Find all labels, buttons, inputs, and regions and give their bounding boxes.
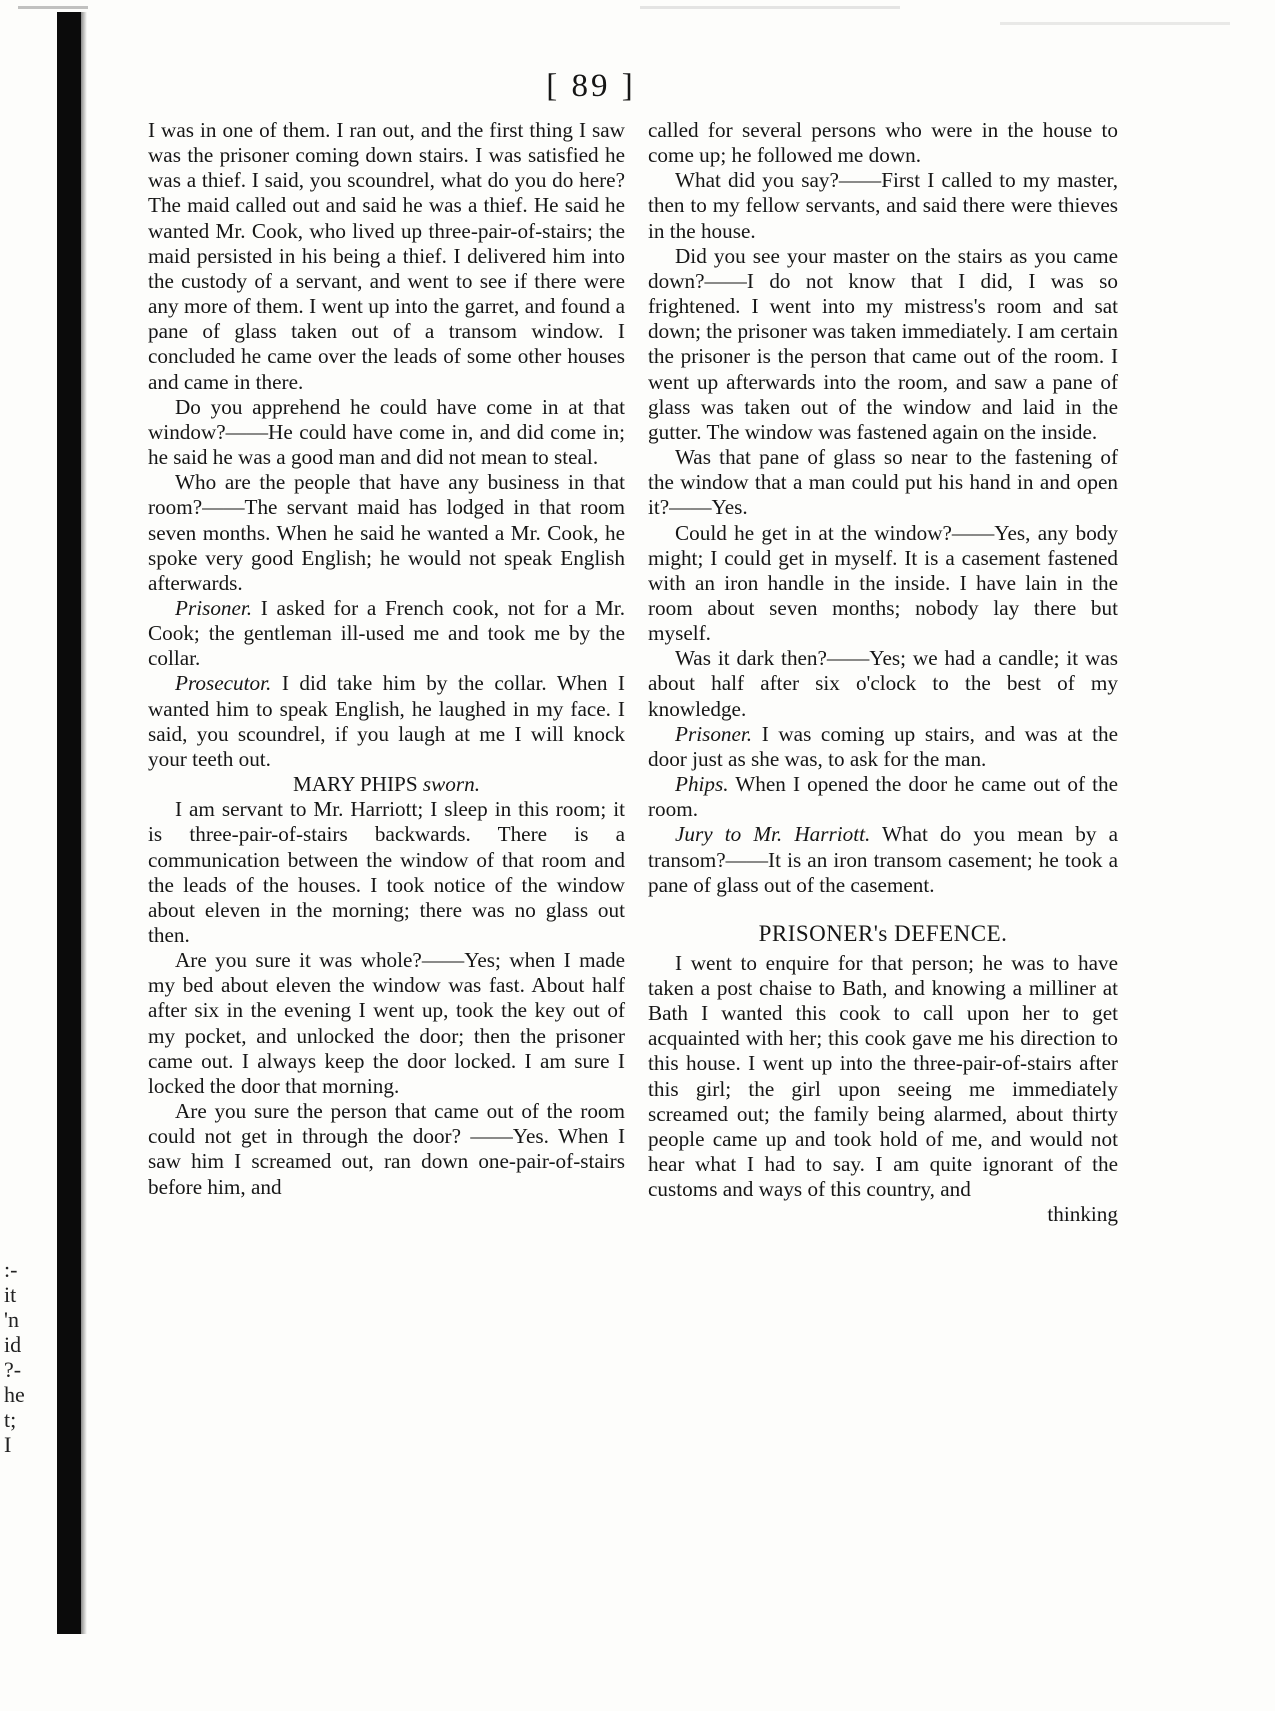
fragment: he bbox=[4, 1382, 25, 1407]
left-column bbox=[148, 118, 625, 1200]
fragment: t; bbox=[4, 1407, 17, 1432]
fragment: I bbox=[4, 1432, 12, 1457]
section-heading: PRISONER's DEFENCE. bbox=[758, 920, 1008, 946]
witness-heading bbox=[148, 772, 625, 797]
speaker-text: When I opened the door he came out of the room. bbox=[648, 772, 1118, 822]
speaker-text: I was coming up stairs, and was at the door just as she was, to ask for the man. bbox=[648, 721, 1118, 771]
catchword: thinking bbox=[1047, 1202, 1118, 1227]
speaker-name: Prisoner. bbox=[675, 721, 753, 746]
witness-name: MARY PHIPS bbox=[292, 772, 418, 797]
paragraph: Could he get in at the window?——Yes, any body might; I could get in myself. It is a casement fastened with an iron handle in the inside. I have lain in the room about seven months; nobody lay there but myself. bbox=[648, 520, 1118, 646]
paragraph: called for several persons who were in the house to come up; he followed me down. bbox=[648, 118, 1118, 168]
speaker-name: Prosecutor. bbox=[175, 671, 272, 696]
speaker-paragraph bbox=[648, 822, 1118, 897]
binding-shadow bbox=[57, 12, 81, 1634]
speaker-text: I did take him by the collar. When I wanted him to speak English, he laughed in my face. I said, you scoundrel, if you laugh at me I will knock your teeth out. bbox=[148, 671, 625, 771]
paragraph: I am servant to Mr. Harriott; I sleep in this room; it is three-pair-of-stairs backwards. There is a communication between the window of that room and the leads of the houses. I took notice of the window about eleven in the morning; there was no glass out then. bbox=[148, 797, 625, 947]
fragment: ?- bbox=[4, 1357, 22, 1382]
defence-paragraph: I went to enquire for that person; he was to have taken a post chaise to Bath, and knowing a milliner at Bath I wanted this cook to call upon her to get acquainted with her; this cook gave me his direction to this house. I went up into the three-pair-of-stairs after this girl; the girl upon seeing me immediately screamed out; the family being alarmed, about thirty people came up and took hold of me, and would not hear what I had to say. I am quite ignorant of the customs and ways of this country, and bbox=[648, 950, 1118, 1202]
fragment: 'n bbox=[4, 1307, 19, 1332]
scan-speck bbox=[18, 6, 88, 9]
paragraph: Was it dark then?——Yes; we had a candle; it was about half after six o'clock to the best of my knowledge. bbox=[648, 646, 1118, 721]
speaker-name: Phips. bbox=[675, 772, 729, 797]
speaker-name: Prisoner. bbox=[175, 595, 253, 620]
facing-page-fragments bbox=[4, 1257, 44, 1457]
speaker-name: Jury to Mr. Harriott. bbox=[675, 822, 871, 847]
speaker-paragraph bbox=[148, 596, 625, 671]
page-number: [ 89 ] bbox=[546, 68, 636, 104]
scan-speck bbox=[1000, 22, 1230, 25]
speaker-paragraph bbox=[148, 671, 625, 772]
paragraph: Was that pane of glass so near to the fastening of the window that a man could put his hand in and open it?——Yes. bbox=[648, 445, 1118, 520]
speaker-paragraph bbox=[648, 722, 1118, 772]
paragraph: Did you see your master on the stairs as you came down?——I do not know that I did, I was so frightened. I went into my mistress's room and sat down; the prisoner was taken immediately. I am certain the prisoner is the person that came out of the room. I went up afterwards into the room, and saw a pane of glass was taken out of the window and laid in the gutter. The window was fastened again on the inside. bbox=[648, 243, 1118, 444]
paragraph: Are you sure it was whole?——Yes; when I made my bed about eleven the window was fast. About half after six in the evening I went up, took the key out of my pocket, and unlocked the door; then the prisoner came out. I always keep the door locked. I am sure I locked the door that morning. bbox=[148, 948, 625, 1098]
right-column bbox=[648, 118, 1118, 1228]
fragment: :- bbox=[4, 1257, 18, 1282]
speaker-paragraph bbox=[648, 772, 1118, 822]
scan-speck bbox=[640, 6, 900, 9]
paragraph: Who are the people that have any business in that room?——The servant maid has lodged in that room seven months. When he said he wanted a Mr. Cook, he spoke very good English; he would not speak English afterwards. bbox=[148, 470, 625, 595]
sworn-label: sworn. bbox=[422, 772, 481, 797]
paragraph: I was in one of them. I ran out, and the first thing I saw was the prisoner coming down stairs. I was satisfied he was a thief. I said, you scoundrel, what do you do here? The maid called out and said he was a thief. He said he wanted Mr. Cook, who lived up three-pair-of-stairs; the maid persisted in his being a thief. I delivered him into the custody of a servant, and went to see if there were any more of them. I went up into the garret, and found a pane of glass taken out of a transom window. I concluded he came over the leads of some other houses and came in there. bbox=[148, 118, 625, 394]
speaker-text: I asked for a French cook, not for a Mr. Cook; the gentleman ill-used me and took me by the collar. bbox=[148, 595, 625, 671]
fragment: it bbox=[4, 1282, 17, 1307]
fragment: id bbox=[4, 1332, 22, 1357]
paragraph: Are you sure the person that came out of the room could not get in through the door? ——Yes. When I saw him I screamed out, ran down one-pair-of-stairs before him, and bbox=[148, 1099, 625, 1199]
paragraph: Do you apprehend he could have come in at that window?——He could have come in, and did come in; he said he was a good man and did not mean to steal. bbox=[148, 394, 625, 470]
paragraph: What did you say?——First I called to my master, then to my fellow servants, and said there were thieves in the house. bbox=[648, 168, 1118, 243]
speaker-text: What do you mean by a transom?——It is an iron transom casement; he took a pane of glass out of the casement. bbox=[648, 822, 1118, 897]
